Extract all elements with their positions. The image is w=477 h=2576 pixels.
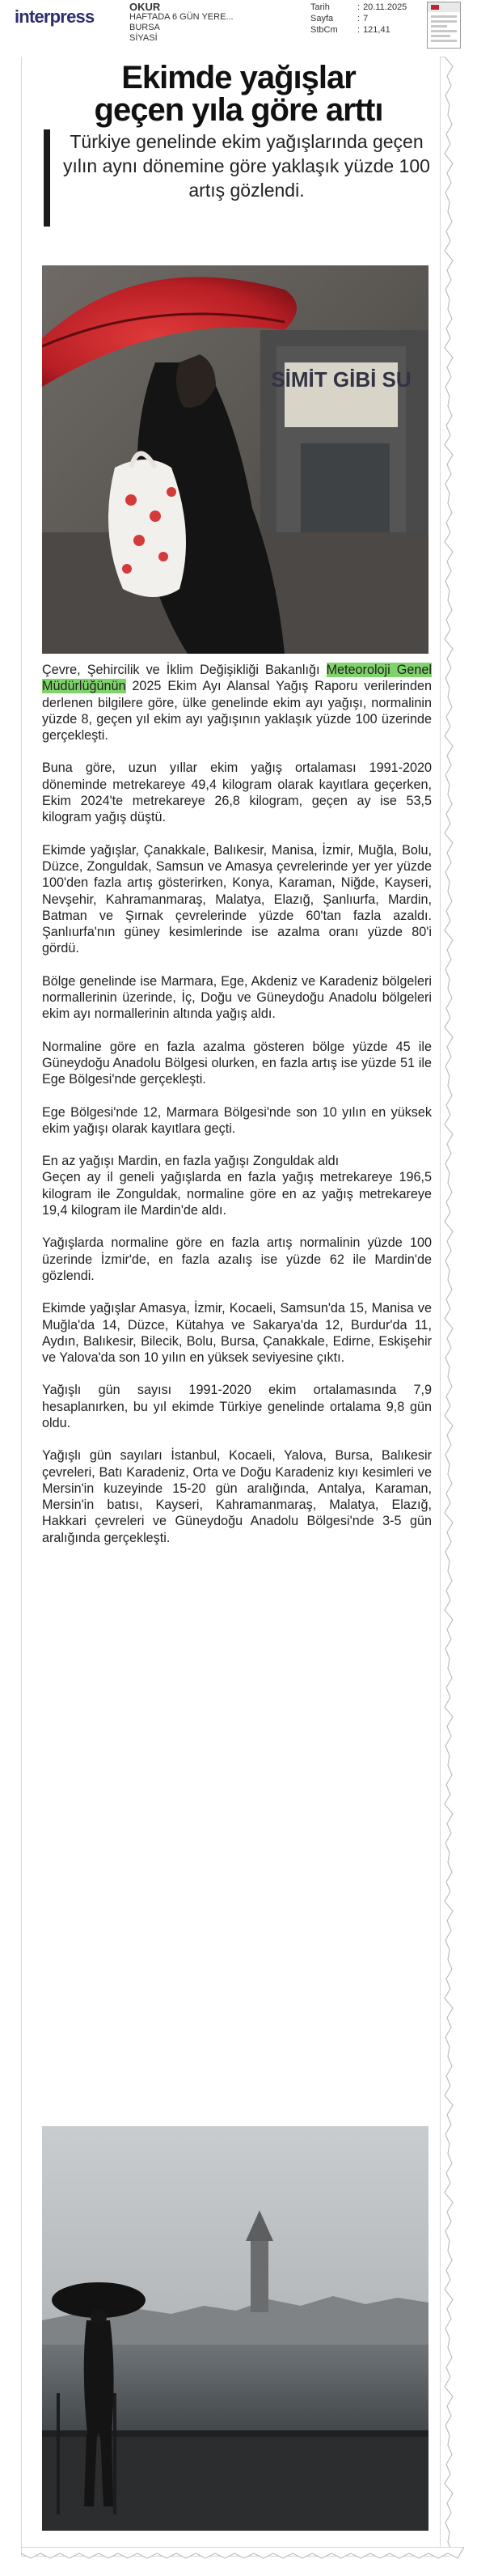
page-thumbnail[interactable] (427, 2, 461, 49)
publication-city: BURSA (129, 23, 160, 32)
info-size-row: StbCm : 121,41 (310, 25, 390, 35)
article-body (42, 662, 432, 1562)
galata-tower (251, 2239, 268, 2312)
info-value: 121,41 (363, 25, 390, 35)
publication-name: OKUR (129, 1, 161, 13)
highlighted-term: Meteoroloji Genel Müdürlüğünün (42, 663, 432, 694)
body-paragraph: Yağışlı gün sayısı 1991-2020 ekim ortalamasında 7,9 hesaplanırken, bu yıl ekimde Türkiye genelinde ortalama 9,8 gün oldu. (42, 1383, 432, 1430)
article-headline (32, 61, 445, 126)
info-label: StbCm (310, 25, 338, 35)
info-label: Sayfa (310, 14, 334, 23)
body-paragraph: Normaline göre en fazla azalma gösteren bölge yüzde 45 ile Güneydoğu Anadolu Bölgesi olurken, en fazla artış ise yüzde 51 ile Ege Bölgesi'nde gerçekleşti. (42, 1039, 432, 1087)
body-paragraph: En az yağışı Mardin, en fazla yağışı Zonguldak aldı Geçen ay il geneli yağışlarda en fazla yağış metrekareye 196,5 kilogram ile Zonguldak, normaline göre en az yağış metrekareye 19,4 kilogram ile Mardin'de aldı. (42, 1154, 432, 1218)
body-paragraph: Ege Bölgesi'nde 12, Marmara Bölgesi'nde son 10 yılın en yüksek ekim yağışı olarak kayıtlara geçti. (42, 1104, 432, 1136)
interpress-logo: interpress (15, 6, 95, 27)
thumbnail-masthead (431, 5, 439, 10)
spot-accent-bar (44, 129, 50, 227)
plastic-bag (108, 460, 186, 597)
body-paragraph: Çevre, Şehircilik ve İklim Değişikliği Bakanlığı Meteoroloji Genel Müdürlüğünün 2025 Ekim Ayı Alansal Yağış Raporu verilerinden derlenen bilgilere göre, ülke genelinde ekim ayı yağışı, normalinin yüzde 8, geçen yıl ekim ayı yağışının yaklaşık yüzde 100 üzerinde gerçekleşti. (42, 663, 432, 744)
body-paragraph: Ekimde yağışlar Amasya, İzmir, Kocaeli, Samsun'da 15, Manisa ve Muğla'da 14, Düzce, Kütahya ve Sakarya'da 12, Burdur'da 11, Aydın, Balıkesir, Bilecik, Bolu, Bursa, Çanakkale, Edirne, Eskişehir ve Yalova'da son 10 yılın en yüksek seviyesine çıktı. (42, 1301, 432, 1366)
rain-umbrella-photo (42, 265, 428, 654)
body-paragraph: Yağışlı gün sayıları İstanbul, Kocaeli, Yalova, Bursa, Balıkesir çevreleri, Batı Karadeniz, Orta ve Doğu Karadeniz kıyı kesimleri ve Mersin'in kuzeyinde 15-20 gün aralığında, Antalya, Karaman, Mersin'in batısı, Kayseri, Kahramanmaraş, Malatya, Elazığ, Hakkari çevreleri ve Güneydoğu Anadolu Bölgesi'nde 3-5 gün aralığında gerçekleşti. (42, 1448, 432, 1545)
body-paragraph: Yağışlarda normaline göre en fazla artış normalinin yüzde 100 üzerinde İzmir'de, en fazla azalış ise yüzde 62 ile Mardin'de gözlendi. (42, 1235, 432, 1283)
headline-line: Ekimde yağışlar (121, 60, 356, 95)
info-value: 7 (363, 14, 369, 23)
publication-category: SİYASİ (129, 33, 158, 43)
headline-line: geçen yıla göre arttı (94, 92, 383, 128)
info-label: Tarih (310, 2, 330, 12)
shop-sign-text: SİMİT GİBİ SU (271, 367, 412, 392)
galata-rain-photo (42, 2126, 428, 2531)
info-value: 20.11.2025 (363, 2, 407, 12)
publication-meta (129, 2, 234, 44)
body-paragraph: Ekimde yağışlar, Çanakkale, Balıkesir, Manisa, İzmir, Muğla, Bolu, Düzce, Zonguldak, Samsun ve Amasya çevrelerinde yer yer yüzde 100'den fazla artış gösterirken, Konya, Karaman, Niğde, Kayseri, Nevşehir, Kahramanmaraş, Malatya, Elazığ, Şanlıurfa, Mardin, Batman ve Şırnak çevrelerinde yüzde 60'tan fazla azaldı. Şanlıurfa'nın güney kesimlerinde ise azalma oranı yüzde 80'i gördü. (42, 842, 432, 956)
body-paragraph: Bölge genelinde ise Marmara, Ege, Akdeniz ve Karadeniz bölgeleri normallerinin üzerinde, İç, Doğu ve Güneydoğu Anadolu bölgeleri ekim ayı normallerinin altında yağış aldı. (42, 973, 432, 1022)
torn-paper-bottom (21, 2547, 464, 2566)
info-page-row: Sayfa : 7 (310, 14, 369, 23)
clipping-header (0, 0, 477, 53)
torn-paper-edge (440, 57, 464, 2557)
body-paragraph: Buna göre, uzun yıllar ekim yağış ortalaması 1991-2020 döneminde metrekareye 49,4 kilogram olarak kayıtlara geçerken, Ekim 2024'te metrekareye 26,8 kilogram, geçen ay ise 53,5 kilogram yağış düştü. (42, 761, 432, 825)
publication-frequency: HAFTADA 6 GÜN YERE... (129, 12, 234, 22)
info-date-row: Tarih : 20.11.2025 (310, 2, 407, 12)
article-spot: Türkiye genelinde ekim yağışlarında geçen yılın aynı dönemine göre yaklaşık yüzde 100 artış gözlendi. (63, 131, 430, 201)
clipping-info (310, 2, 407, 36)
